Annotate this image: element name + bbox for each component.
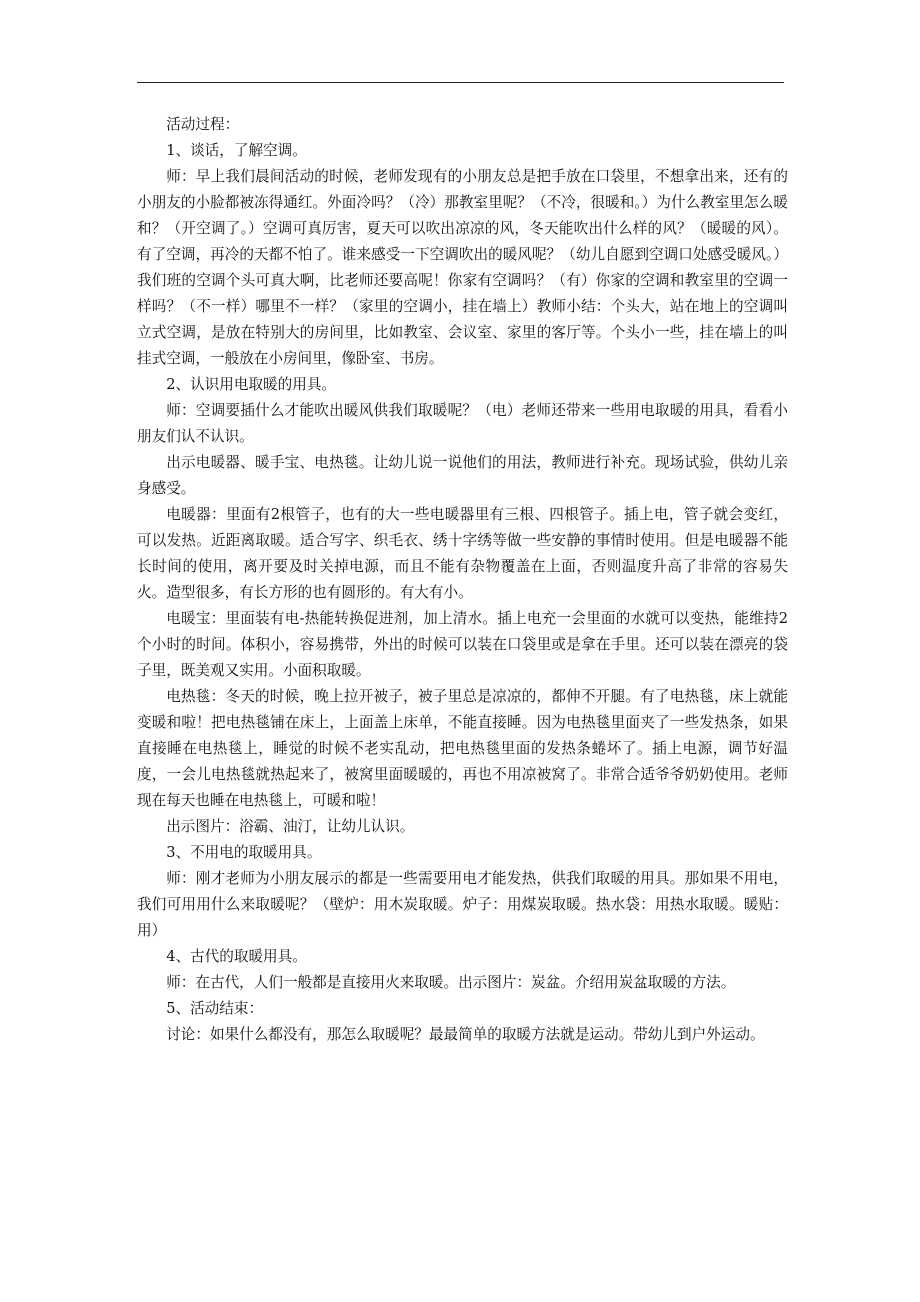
section-2-intro-paragraph: 师：空调要插什么才能吹出暖风供我们取暖呢？（电）老师还带来一些用电取暖的用具，看看小朋友们认不认识。 (137, 402, 788, 445)
electric-blanket-paragraph: 电热毯：冬天的时候，晚上拉开被子，被子里总是凉凉的，都伸不开腿。有了电热毯，床上就能变暖和啦！把电热毯铺在床上，上面盖上床单，不能直接睡。因为电热毯里面夹了一些发热条，如果直接睡在电热毯上，睡觉的时候不老实乱动，把电热毯里面的发热条蜷坏了。插上电源，调节好温度，一会儿电热毯就热起来了，被窝里面暖暖的，再也不用凉被窝了。非常合适爷爷奶奶使用。老师现在每天也睡在电热毯上，可暖和啦！ (137, 688, 788, 809)
header-rule (137, 82, 784, 83)
electric-heater-paragraph: 电暖器：里面有2根管子，也有的大一些电暖器里有三根、四根管子。插上电，管子就会变红，可以发热。近距离取暖。适合写字、织毛衣、绣十字绣等做一些安静的事情时使用。但是电暖器不能长时间的使用，离开要及时关掉电源，而且不能有杂物覆盖在上面，否则温度升高了非常的容易失火。造型很多，有长方形的也有圆形的。有大有小。 (137, 506, 788, 601)
activity-process-heading: 活动过程： (166, 116, 240, 133)
section-3-heading: 3、不用电的取暖用具。 (166, 844, 322, 861)
section-4-paragraph: 师：在古代，人们一般都是直接用火来取暖。出示图片：炭盆。介绍用炭盆取暖的方法。 (166, 974, 736, 991)
hand-warmer-paragraph: 电暖宝：里面装有电-热能转换促进剂，加上清水。插上电充一会里面的水就可以变热，能维持2个小时的时间。体积小，容易携带，外出的时候可以装在口袋里或是拿在手里。还可以装在漂亮的袋子里，既美观又实用。小面积取暖。 (137, 610, 788, 679)
section-1-heading: 1、谈话，了解空调。 (166, 142, 307, 159)
document-body (137, 112, 788, 1048)
show-pictures-paragraph: 出示图片：浴霸、油汀，让幼儿认识。 (166, 818, 415, 835)
section-5-paragraph: 讨论：如果什么都没有，那怎么取暖呢？最最简单的取暖方法就是运动。带幼儿到户外运动。 (166, 1026, 765, 1043)
section-3-paragraph: 师：刚才老师为小朋友展示的都是一些需要用电才能发热，供我们取暖的用具。那如果不用电，我们可用用什么来取暖呢？（壁炉：用木炭取暖。炉子：用煤炭取暖。热水袋：用热水取暖。暖贴：用） (137, 870, 788, 939)
section-1-dialogue-paragraph: 师：早上我们晨间活动的时候，老师发现有的小朋友总是把手放在口袋里，不想拿出来，还有的小朋友的小脸都被冻得通红。外面冷吗？（冷）那教室里呢？（不冷，很暖和。）为什么教室里怎么暖和？（开空调了。）空调可真厉害，夏天可以吹出凉凉的风，冬天能吹出什么样的风？（暖暖的风）。有了空调，再冷的天都不怕了。谁来感受一下空调吹出的暖风呢？（幼儿自愿到空调口处感受暖风。）我们班的空调个头可真大啊，比老师还要高呢！你家有空调吗？（有）你家的空调和教室里的空调一样吗？（不一样）哪里不一样？（家里的空调小，挂在墙上）教师小结：个头大，站在地上的空调叫立式空调，是放在特别大的房间里，比如教室、会议室、家里的客厅等。个头小一些，挂在墙上的叫挂式空调，一般放在小房间里，像卧室、书房。 (137, 168, 788, 367)
section-5-heading: 5、活动结束： (166, 1000, 264, 1017)
section-2-heading: 2、认识用电取暖的用具。 (166, 376, 337, 393)
section-2-demo-paragraph: 出示电暖器、暖手宝、电热毯。让幼儿说一说他们的用法，教师进行补充。现场试验，供幼儿亲身感受。 (137, 454, 788, 497)
section-4-heading: 4、古代的取暖用具。 (166, 948, 307, 965)
